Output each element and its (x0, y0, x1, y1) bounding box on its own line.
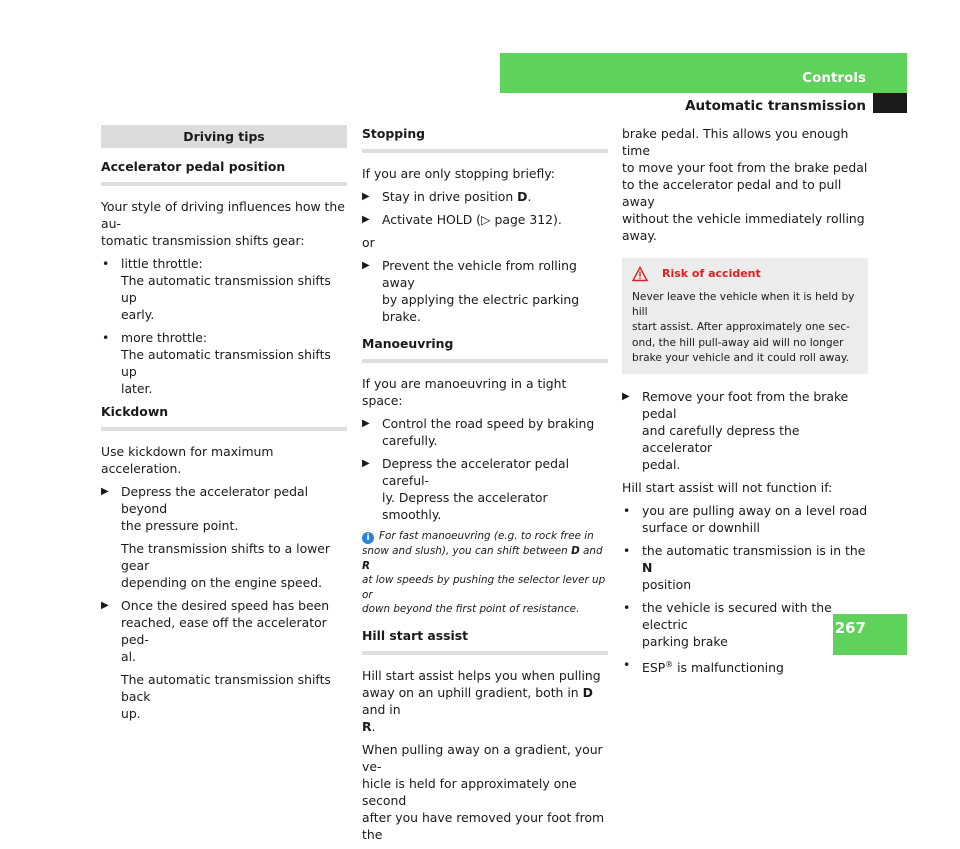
step-arrow-icon: ▶ (101, 600, 109, 611)
step-arrow-icon: ▶ (362, 418, 370, 429)
warning-text: Never leave the vehicle when it is held by hill start assist. After approximately one sec- ond, the hill pull-away aid will no longer brake your vehicle and it could roll away. (632, 291, 855, 364)
step-remove-foot: ▶ Remove your foot from the brake pedal and carefully depress the accelerator pedal. (622, 389, 849, 473)
page-title: Automatic transmission (685, 98, 866, 114)
paragraph-not-function: Hill start assist will not function if: (622, 480, 833, 496)
step-arrow-icon: ▶ (362, 458, 370, 469)
heading-accelerator-pedal: Accelerator pedal position (101, 158, 347, 186)
step-depress-carefully: ▶ Depress the accelerator pedal careful- ly. Depress the accelerator smoothly. (362, 456, 570, 522)
paragraph-hill-start-1: Hill start assist helps you when pulling away on an uphill gradient, both in D and in R. (362, 667, 601, 734)
heading-stopping: Stopping (362, 125, 608, 153)
heading-manoeuvring: Manoeuvring (362, 335, 608, 363)
bullet-level-road: • you are pulling away on a level road surface or downhill (622, 502, 868, 536)
step-control-speed: ▶ Control the road speed by braking carefully. (362, 416, 595, 448)
heading-hill-start-assist: Hill start assist (362, 627, 608, 655)
step-ease-off: ▶ Once the desired speed has been reached, ease off the accelerator ped- al. The automatic transmission shifts back up. (101, 598, 331, 721)
bullet-parking-brake: • the vehicle is secured with the electric parking brake (622, 599, 868, 650)
info-icon: i (362, 532, 374, 544)
category-heading: Driving tips (101, 125, 347, 148)
step-arrow-icon: ▶ (362, 260, 370, 271)
warning-title: Risk of accident (662, 267, 761, 281)
paragraph-accelerator: Your style of driving influences how the au- tomatic transmission shifts gear: (101, 199, 345, 248)
step-prevent-rolling: ▶ Prevent the vehicle from rolling away by applying the electric parking brake. (362, 258, 580, 324)
paragraph-hill-start-2: When pulling away on a gradient, your ve- hicle is held for approximately one second after you have removed your foot from the (362, 741, 605, 842)
bullet-transmission-neutral: • the automatic transmission is in the N position (622, 542, 868, 593)
info-note: i For fast manoeuvring (e.g. to rock free in snow and slush), you can shift between D and R at low speeds by pushing the selector lever up or down beyond the first point of resistance. (362, 530, 606, 616)
step-activate-hold: ▶ Activate HOLD (▷ page 312). (362, 212, 562, 227)
step-arrow-icon: ▶ (362, 191, 370, 202)
section-label: Controls (802, 70, 866, 86)
step-arrow-icon: ▶ (362, 214, 370, 225)
text-or: or (362, 235, 375, 250)
paragraph-stopping: If you are only stopping briefly: (362, 166, 555, 181)
heading-kickdown: Kickdown (101, 403, 347, 431)
step-depress-accelerator: ▶ Depress the accelerator pedal beyond the pressure point. The transmission shifts to a lower gear depending on the engine speed. (101, 484, 331, 590)
page-tab-marker (873, 93, 907, 113)
bullet-little-throttle: • little throttle: The automatic transmission shifts up early. (101, 255, 347, 323)
bullet-esp: • ESP® is malfunctioning (622, 656, 868, 676)
paragraph-continued: brake pedal. This allows you enough time to move your foot from the brake pedal to the accelerator pedal and to pull away without the vehicle immediately rolling away. (622, 126, 868, 243)
bullet-more-throttle: • more throttle: The automatic transmission shifts up later. (101, 329, 347, 397)
column-2 (362, 125, 608, 849)
paragraph-manoeuvring: If you are manoeuvring in a tight space: (362, 376, 567, 408)
step-stay-in-drive: ▶ Stay in drive position D. (362, 189, 532, 204)
column-1 (101, 125, 347, 728)
warning-triangle-icon (632, 266, 648, 282)
column-3 (622, 125, 868, 682)
step-arrow-icon: ▶ (101, 486, 109, 497)
warning-box (622, 258, 868, 374)
page-number: 267 (834, 619, 866, 637)
paragraph-kickdown: Use kickdown for maximum acceleration. (101, 444, 274, 476)
step-arrow-icon: ▶ (622, 391, 630, 403)
page-reference-arrow-icon: ▷ (481, 212, 491, 227)
